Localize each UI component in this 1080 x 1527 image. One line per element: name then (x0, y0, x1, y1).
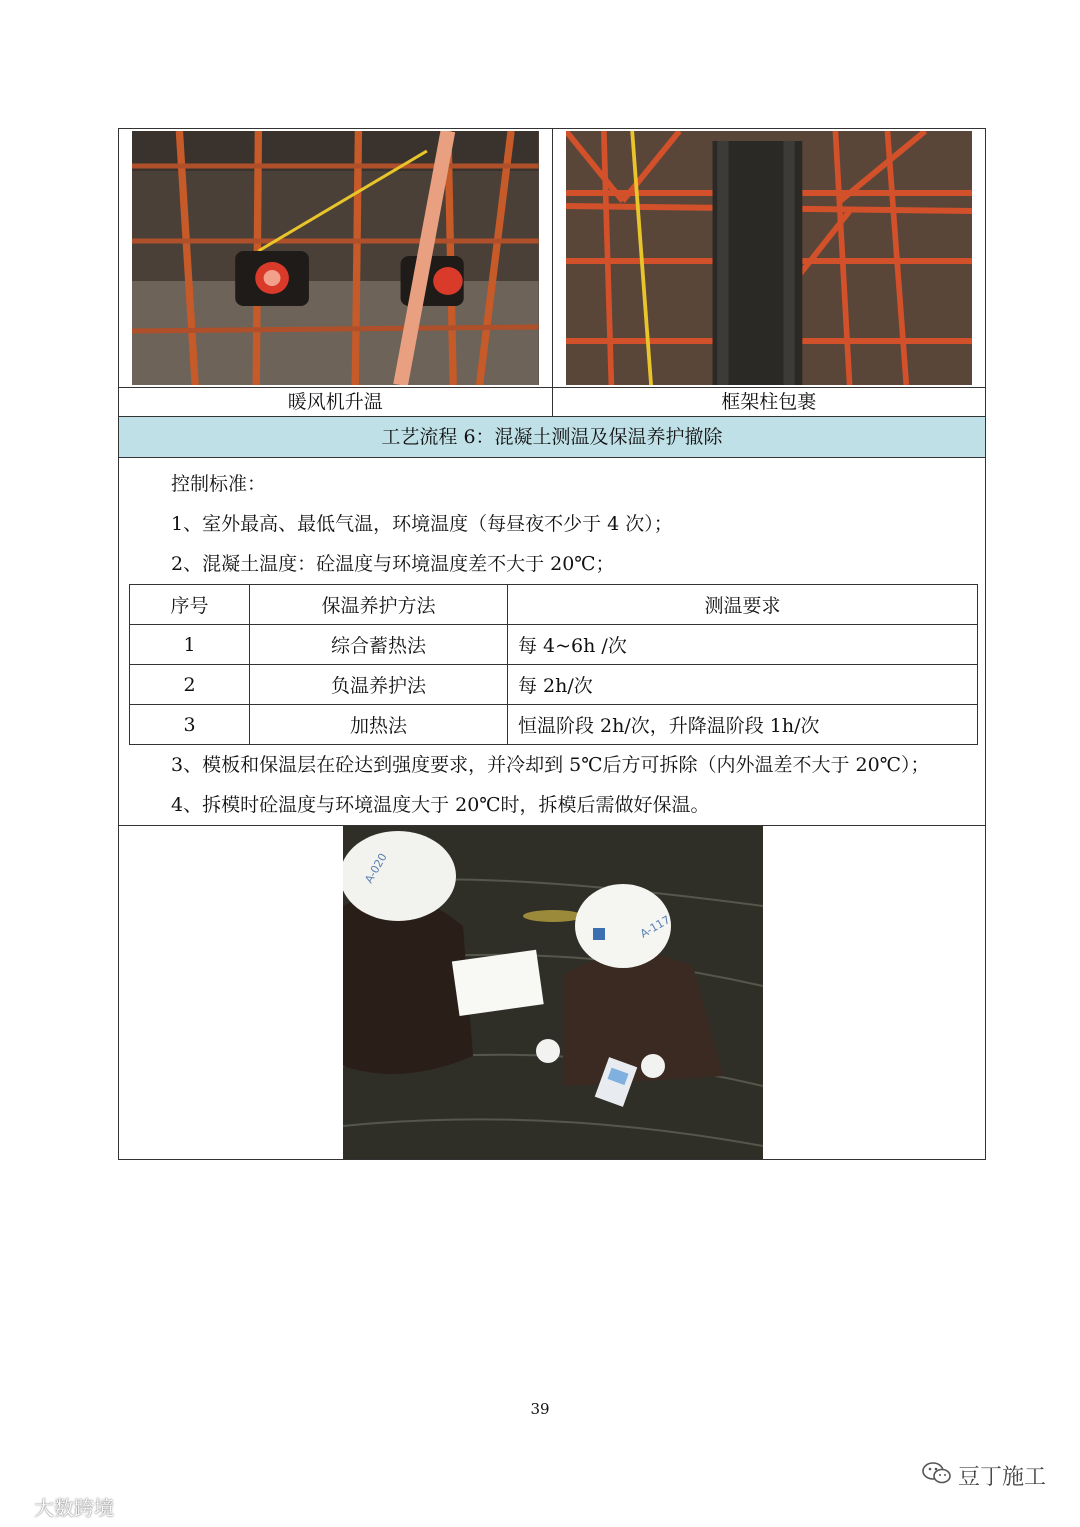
watermark-left-text: 大数跨境 (34, 1496, 114, 1520)
wechat-icon (922, 1461, 952, 1491)
standard-item-1: 1、室外最高、最低气温，环境温度（每昼夜不少于 4 次）； (171, 513, 673, 535)
watermark-right (922, 1460, 1046, 1491)
table-row (130, 665, 978, 705)
weibo-icon (8, 1495, 30, 1519)
page-number: 39 (530, 1400, 550, 1418)
table-cell: 每 2h/次 (508, 665, 978, 705)
table-cell: 恒温阶段 2h/次，升降温阶段 1h/次 (508, 705, 978, 745)
top-photo-row (119, 129, 985, 388)
table-header-cell: 保温养护方法 (250, 585, 508, 625)
table-cell: 负温养护法 (250, 665, 508, 705)
standards-block (119, 458, 985, 826)
table-cell: 2 (130, 665, 250, 705)
wrapped-column-photo (566, 131, 973, 385)
standard-item-2: 2、混凝土温度：砼温度与环境温度差不大于 20℃； (171, 553, 615, 575)
table-cell: 1 (130, 625, 250, 665)
table-header-row (130, 585, 978, 625)
top-caption-row (119, 388, 985, 417)
section-title: 工艺流程 6：混凝土测温及保温养护撤除 (119, 417, 985, 458)
standard-item-3: 3、模板和保温层在砼达到强度要求，并冷却到 5℃后方可拆除（内外温差不大于 20℃）； (171, 754, 930, 776)
standard-item-4: 4、拆模时砼温度与环境温度大于 20℃时，拆模后需做好保温。 (171, 794, 710, 816)
table-row (130, 705, 978, 745)
content-frame (118, 128, 986, 1160)
curing-methods-table (129, 584, 978, 745)
table-header-cell: 序号 (130, 585, 250, 625)
caption-heater: 暖风机升温 (287, 391, 383, 413)
table-cell: 每 4~6h /次 (508, 625, 978, 665)
table-row (130, 625, 978, 665)
table-cell: 3 (130, 705, 250, 745)
table-header-cell: 测温要求 (508, 585, 978, 625)
photo-cell-column (552, 129, 986, 387)
svg-text:A-020: A-020 (362, 851, 390, 886)
table-cell: 综合蓄热法 (250, 625, 508, 665)
heater-scaffold-photo (132, 131, 539, 385)
watermark-left (8, 1492, 114, 1521)
bottom-photo-row (119, 826, 985, 1159)
standards-heading: 控制标准： (171, 473, 267, 495)
watermark-right-text: 豆丁施工 (957, 1465, 1046, 1490)
photo-cell-heater (119, 129, 552, 387)
workers-measuring-temperature-photo (343, 826, 763, 1159)
table-cell: 加热法 (250, 705, 508, 745)
svg-text:A-117: A-117 (638, 913, 673, 941)
caption-column: 框架柱包裹 (552, 388, 986, 416)
